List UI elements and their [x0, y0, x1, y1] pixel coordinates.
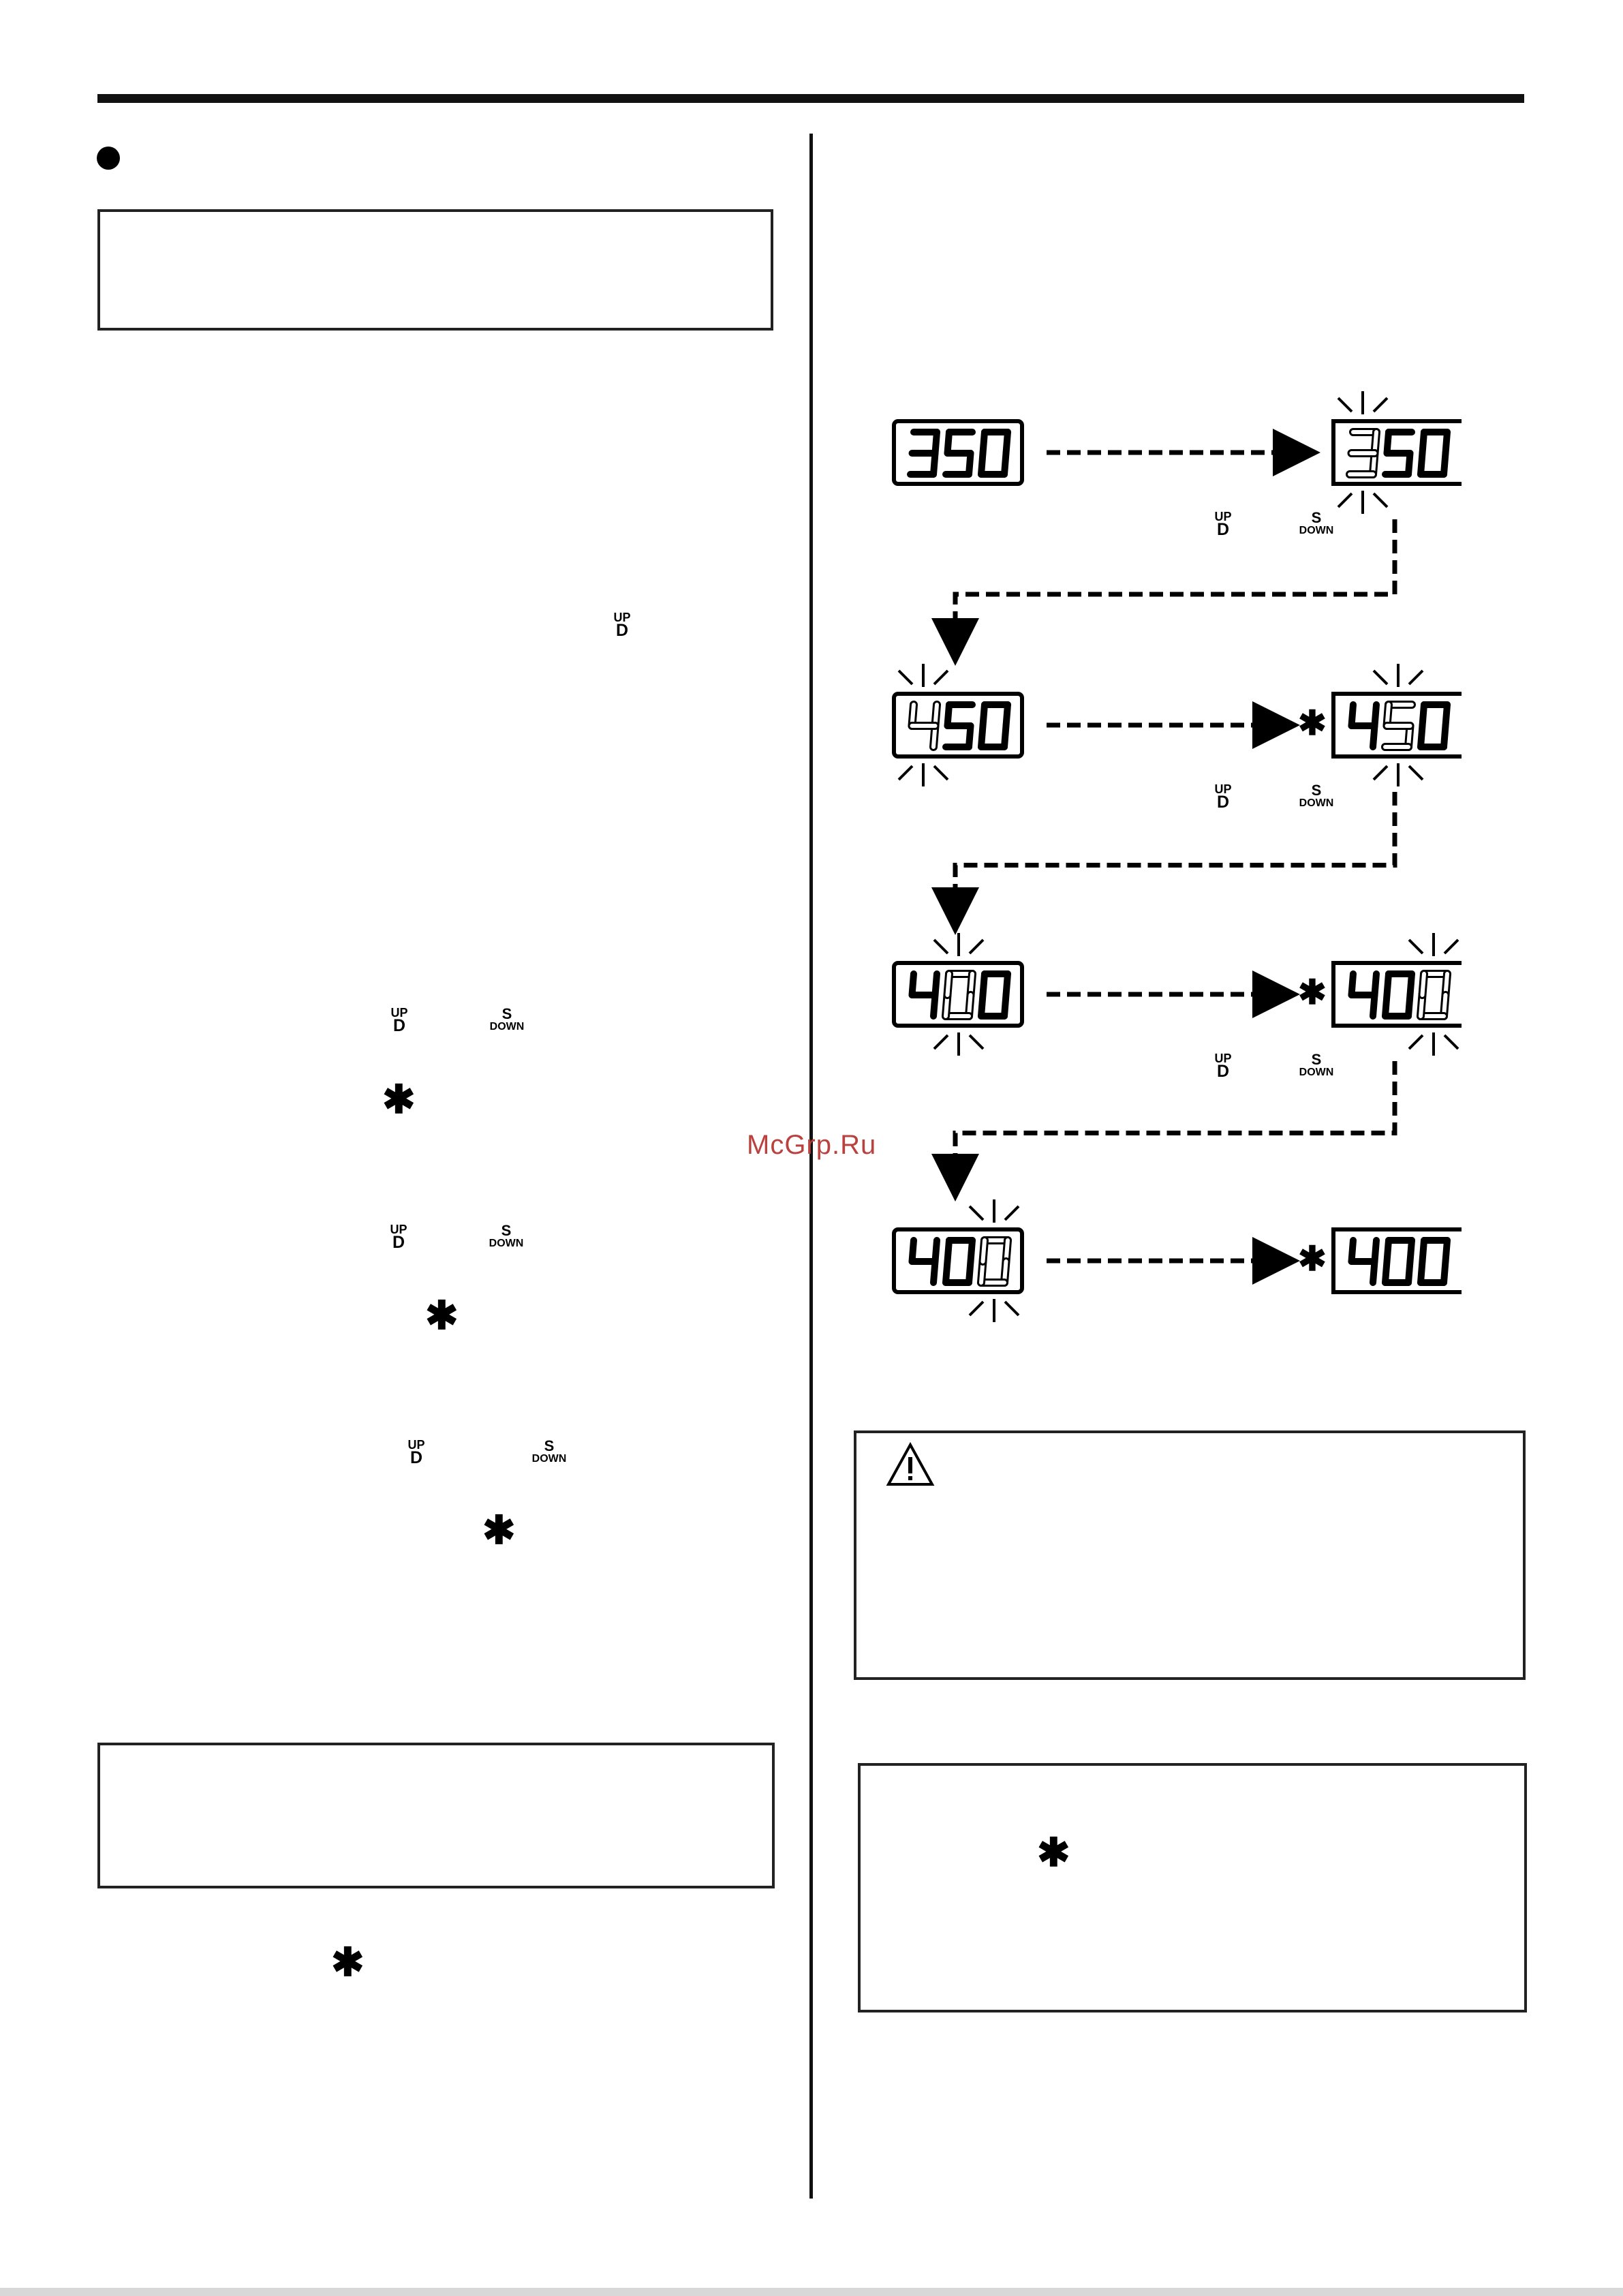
lcd-display: [1333, 664, 1462, 786]
star-mark: ✱: [425, 1294, 459, 1338]
star-mark: ✱: [382, 1077, 416, 1122]
lcd-digit: [946, 1240, 972, 1283]
lcd-digit: [1352, 1240, 1377, 1283]
lcd-digit: [981, 432, 1008, 474]
lcd-digit: [912, 1240, 938, 1283]
warning-triangle-icon: [886, 1442, 935, 1487]
lcd-digit: [981, 1240, 1008, 1283]
up-key-mark: UP D: [613, 611, 631, 641]
down-key-mark: S DOWN: [489, 1222, 524, 1249]
note-box: [858, 1763, 1527, 2012]
down-key-bottom: DOWN: [1299, 1066, 1334, 1078]
up-key-mark: [1207, 784, 1239, 810]
star-mark: ✱: [1298, 973, 1327, 1011]
lcd-digit: [1352, 974, 1377, 1016]
up-key-top: UP: [1214, 782, 1232, 796]
lcd-display: [1333, 1229, 1462, 1292]
lcd-digit: [1352, 705, 1377, 747]
bottom-strip: [0, 2288, 1623, 2296]
lcd-digit: [910, 432, 937, 474]
lcd-display: [894, 933, 1022, 1056]
up-key-bottom: D: [1216, 793, 1230, 812]
lcd-display: [894, 421, 1022, 484]
lcd-digit: [912, 974, 938, 1016]
lcd-digit: [946, 705, 972, 747]
lcd-digit: [946, 432, 972, 474]
down-key-top: S: [1311, 782, 1322, 799]
flow-connector: [955, 1061, 1395, 1187]
up-key-bottom: D: [1216, 1062, 1230, 1082]
watermark: McGrp.Ru: [747, 1130, 877, 1160]
down-key-mark: [1290, 1053, 1343, 1077]
flow-connector: [955, 519, 1395, 652]
lcd-digit: [1421, 1240, 1447, 1283]
flow-connector: [955, 792, 1395, 921]
star-mark: ✱: [331, 1940, 365, 1985]
up-key-top: UP: [1214, 1052, 1232, 1065]
lcd-digit: [1421, 974, 1447, 1016]
up-key-mark: UP D: [407, 1438, 425, 1468]
down-key-top: S: [1311, 509, 1322, 526]
up-key-mark: [1207, 1053, 1239, 1080]
down-key-mark: [1290, 784, 1343, 808]
up-key-mark: UP D: [390, 1006, 408, 1036]
up-key-top: UP: [1214, 510, 1232, 523]
lcd-digit: [946, 974, 972, 1016]
down-key-mark: S DOWN: [489, 1005, 525, 1032]
lcd-digit: [1350, 432, 1376, 474]
lcd-digit: [1385, 1240, 1412, 1283]
lcd-digit: [1385, 432, 1412, 474]
lcd-digit: [1385, 705, 1412, 747]
down-key-bottom: DOWN: [1299, 524, 1334, 536]
star-mark: ✱: [482, 1508, 516, 1552]
lcd-display: [894, 664, 1022, 786]
lcd-digit: [981, 974, 1008, 1016]
down-key-bottom: DOWN: [1299, 797, 1334, 809]
lcd-display: [1333, 933, 1462, 1056]
up-key-bottom: D: [1216, 520, 1230, 540]
lcd-digit: [1421, 705, 1447, 747]
star-mark: ✱: [1037, 1831, 1070, 1875]
lcd-digit: [1421, 432, 1447, 474]
up-key-mark: [1207, 511, 1239, 538]
down-key-top: S: [1311, 1051, 1322, 1068]
down-key-mark: S DOWN: [531, 1437, 567, 1465]
star-mark: ✱: [1298, 1240, 1327, 1278]
lcd-display: [1333, 391, 1462, 514]
lcd-digit: [981, 705, 1008, 747]
lcd-digit: [912, 705, 938, 747]
down-key-mark: [1290, 511, 1343, 536]
lcd-display: [894, 1199, 1022, 1322]
lcd-digit: [1385, 974, 1412, 1016]
up-key-mark: UP D: [390, 1223, 407, 1253]
star-mark: ✱: [1298, 704, 1327, 742]
caution-box: [854, 1430, 1526, 1680]
